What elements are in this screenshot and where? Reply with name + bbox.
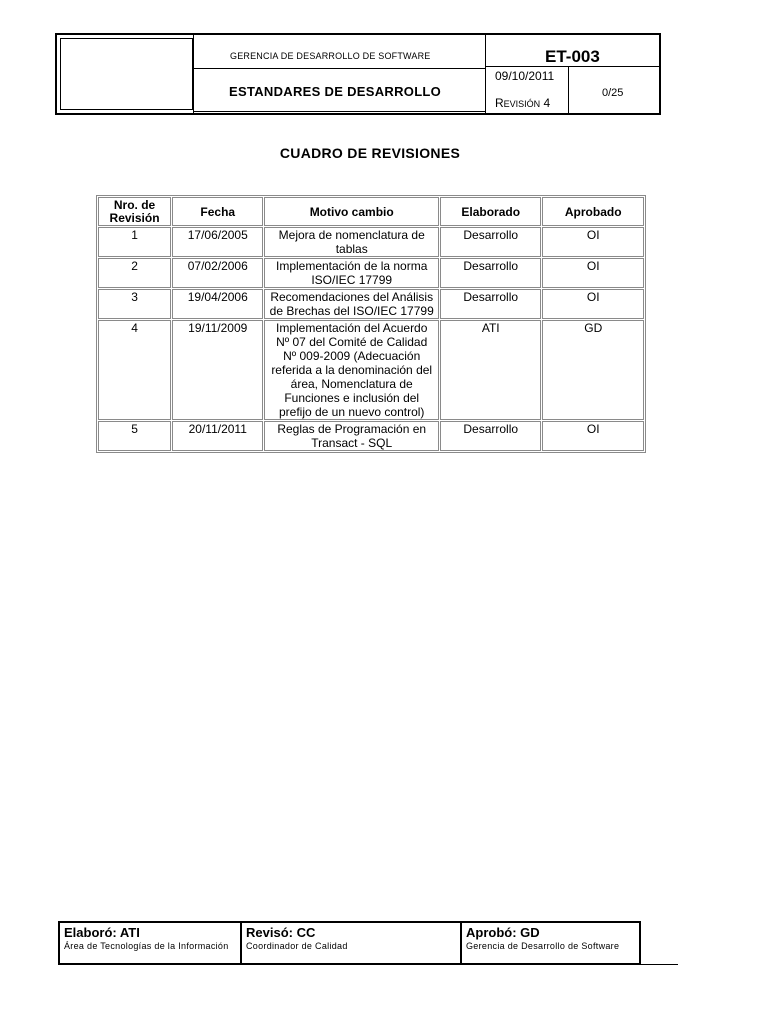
revisions-table [96,195,646,453]
cell-date: 17/06/2005 [172,227,263,257]
cell-approved: OI [542,289,644,319]
cell-date: 07/02/2006 [172,258,263,288]
signature-footer [58,921,641,965]
reviewed-by-subtitle: Coordinador de Calidad [246,941,348,951]
header-divider [568,66,569,113]
footer-reviewed-by [240,923,460,963]
document-header [55,33,661,115]
cell-revision: 4 [98,320,171,420]
department-name: GERENCIA DE DESARROLLO DE SOFTWARE [230,51,431,61]
logo-placeholder [60,38,193,110]
header-divider [193,111,485,112]
cell-approved: OI [542,258,644,288]
cell-reason: Reglas de Programación en Transact - SQL [264,421,439,451]
cell-reason: Recomendaciones del Análisis de Brechas del ISO/IEC 17799 [264,289,439,319]
cell-reason: Implementación de la norma ISO/IEC 17799 [264,258,439,288]
page-number: 0/25 [602,87,624,99]
table-row [98,320,644,420]
prepared-by-title: Elaboró: ATI [64,925,140,940]
table-row [98,227,644,257]
cell-prepared: Desarrollo [440,227,541,257]
cell-prepared: Desarrollo [440,421,541,451]
column-header-prepared: Elaborado [440,197,541,226]
cell-reason: Mejora de nomenclatura de tablas [264,227,439,257]
column-header-date: Fecha [172,197,263,226]
section-title: CUADRO DE REVISIONES [279,145,461,161]
footer-rule [58,964,678,965]
header-divider [193,35,194,113]
cell-prepared: ATI [440,320,541,420]
footer-prepared-by [60,923,240,963]
document-code: ET-003 [545,47,600,66]
document-revision: REVISIÓN 4 [495,96,551,110]
table-row [98,258,644,288]
table-header-row [98,197,644,226]
table-row [98,421,644,451]
document-date: 09/10/2011 [495,69,555,83]
column-header-approved: Aprobado [542,197,644,226]
cell-approved: OI [542,227,644,257]
cell-revision: 1 [98,227,171,257]
cell-revision: 3 [98,289,171,319]
cell-date: 19/11/2009 [172,320,263,420]
cell-date: 19/04/2006 [172,289,263,319]
approved-by-title: Aprobó: GD [466,925,540,940]
approved-by-subtitle: Gerencia de Desarrollo de Software [466,941,620,951]
cell-reason: Implementación del Acuerdo Nº 07 del Comité de Calidad Nº 009-2009 (Adecuación referida a la denominación del área, Nomenclatura de Funciones e inclusión del prefijo de un nuevo control) [264,320,439,420]
footer-approved-by [460,923,639,963]
column-header-revision: Nro. de Revisión [98,197,171,226]
cell-revision: 2 [98,258,171,288]
header-divider [193,68,485,69]
cell-revision: 5 [98,421,171,451]
header-divider [485,35,486,113]
prepared-by-subtitle: Área de Tecnologías de la Información [64,941,229,951]
document-title: ESTANDARES DE DESARROLLO [229,84,442,99]
table-row [98,289,644,319]
column-header-reason: Motivo cambio [264,197,439,226]
cell-approved: OI [542,421,644,451]
cell-prepared: Desarrollo [440,258,541,288]
cell-date: 20/11/2011 [172,421,263,451]
cell-prepared: Desarrollo [440,289,541,319]
cell-approved: GD [542,320,644,420]
reviewed-by-title: Revisó: CC [246,925,316,940]
